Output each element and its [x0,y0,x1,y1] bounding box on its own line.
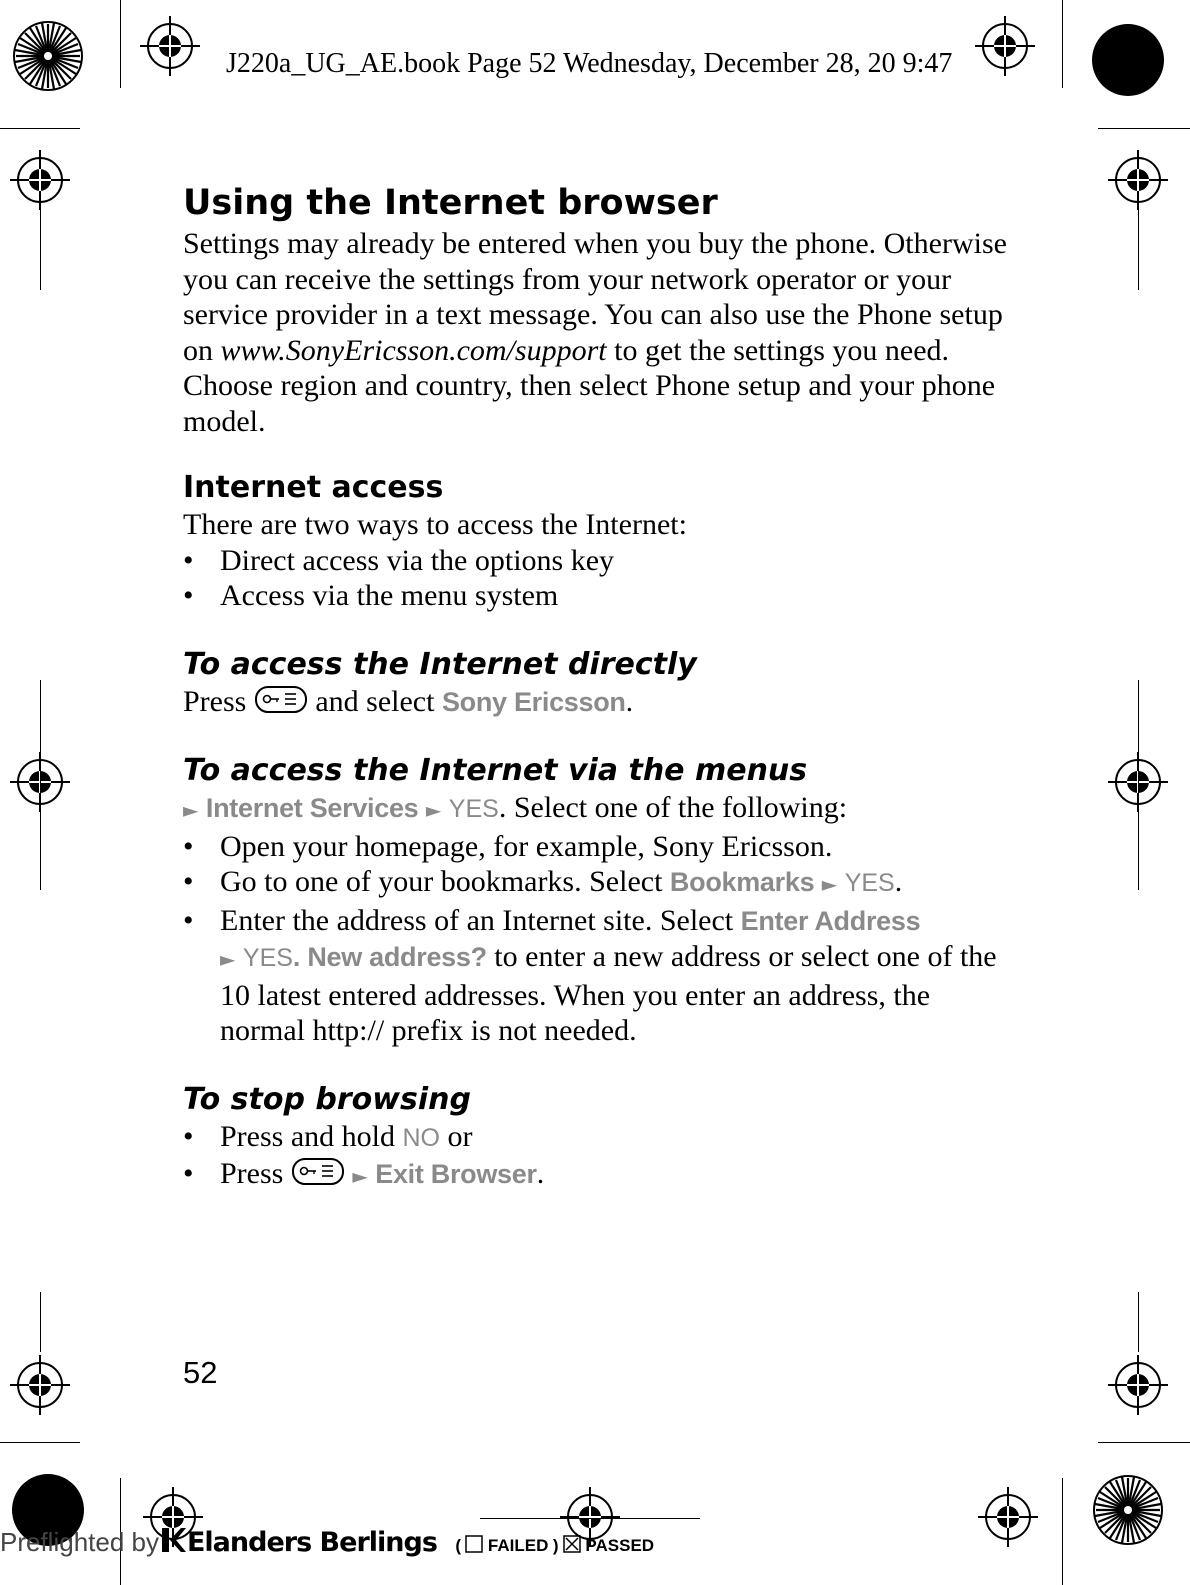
direct-access-heading: To access the Internet directly [183,646,697,682]
failed-label: FAILED [487,1536,549,1555]
crop-line [1062,1478,1063,1585]
crosshair-mark-icon [978,1487,1038,1547]
arrow-right-icon: ► [220,947,236,971]
crosshair-mark-icon [1108,1355,1168,1415]
crop-line [40,680,41,890]
crop-line [1138,680,1139,890]
crop-line [0,1442,80,1443]
stop-browsing-heading: To stop browsing [183,1081,471,1117]
crosshair-mark-icon [10,1355,70,1415]
options-key-icon [291,1157,345,1187]
menu-item-enter-address: Enter Address [740,905,921,936]
yes-key: YES [448,795,499,823]
internet-access-text: There are two ways to access the Internet: [183,508,687,541]
page-title: Using the Internet browser [183,183,718,223]
page-content [183,180,1013,1195]
yes-key: YES [844,869,895,897]
crop-line [40,1292,41,1352]
page-number: 52 [183,1355,218,1390]
solid-circle-mark-icon [1090,22,1166,98]
passed-checkbox-icon [563,1535,581,1553]
crop-line [0,128,80,129]
list-item: • Access via the menu system [183,579,559,612]
list-item: • Open your homepage, for example, Sony Ericsson. [183,829,833,863]
arrow-right-icon: ► [821,872,838,896]
internet-access-heading: Internet access [183,470,444,505]
arrow-right-icon: ► [183,798,199,822]
support-url: www.SonyEricsson.com/support [220,333,607,367]
via-menus-heading: To access the Internet via the menus [183,753,808,788]
list-item: • Enter the address of an Internet site. Select Enter Address ► YES. New address? to enter a new address or select one of the 10 latest entered addresses. When you enter an address, the normal http:// prefix is not needed. [183,903,997,1047]
direct-access-text: Press and select Sony Ericsson. [183,684,634,718]
sunburst-mark-icon [1090,1472,1166,1548]
crop-line [120,0,121,88]
intro-text-1: Settings may already be entered when you buy the phone. Otherwise you can receive the settings from your network operator or your service provider in a text message. You can also use the Phone setup on [183,227,1007,367]
preflight-footer: Preflighted by Elanders Berlings ( FAILED ) PASSED [0,1527,655,1558]
options-key-icon [254,685,308,715]
menu-item-exit-browser: Exit Browser [375,1159,537,1189]
intro-paragraph [183,226,1013,439]
list-item: • Press and hold NO or [183,1119,473,1153]
via-menus-lead: ► Internet Services ► YES. Select one of the following: [183,791,848,824]
menu-item-sony-ericsson: Sony Ericsson [441,686,626,717]
crop-line [1138,1292,1139,1352]
stop-browsing-list [183,1119,1013,1195]
access-ways-list [183,543,1013,614]
no-key: NO [402,1123,440,1152]
crosshair-mark-icon [975,16,1035,76]
menu-item-internet-services: Internet Services [205,793,419,823]
crop-line [40,195,41,290]
elanders-logo-icon [159,1526,187,1554]
preflighted-label: Preflighted by [0,1527,159,1557]
book-header: J220a_UG_AE.book Page 52 Wednesday, December 28, 20 9:47 [226,48,953,79]
menu-item-new-address: . New address? [292,942,487,972]
crop-line [1062,0,1063,88]
yes-key: YES [242,944,293,972]
crop-line [1098,128,1190,129]
menu-item-bookmarks: Bookmarks [669,867,815,897]
list-item: • Direct access via the options key [183,543,615,577]
crop-line [1138,195,1139,290]
sunburst-mark-icon [10,18,86,94]
arrow-right-icon: ► [352,1164,368,1188]
failed-checkbox-icon [465,1535,483,1553]
arrow-right-icon: ► [425,798,442,822]
passed-label: PASSED [585,1536,655,1555]
list-item: • Press ► Exit Browser. [183,1157,545,1190]
crop-line [480,1518,700,1519]
via-menus-list [183,829,1013,1049]
crop-line [1098,1442,1190,1443]
list-item: • Go to one of your bookmarks. Select Bookmarks ► YES. [183,865,903,898]
crosshair-mark-icon [140,16,200,76]
brand-name: Elanders Berlings [186,1527,437,1558]
intro-text-2: to get the settings you need. Choose region and country, then select Phone setup and your phone model. [183,333,996,438]
